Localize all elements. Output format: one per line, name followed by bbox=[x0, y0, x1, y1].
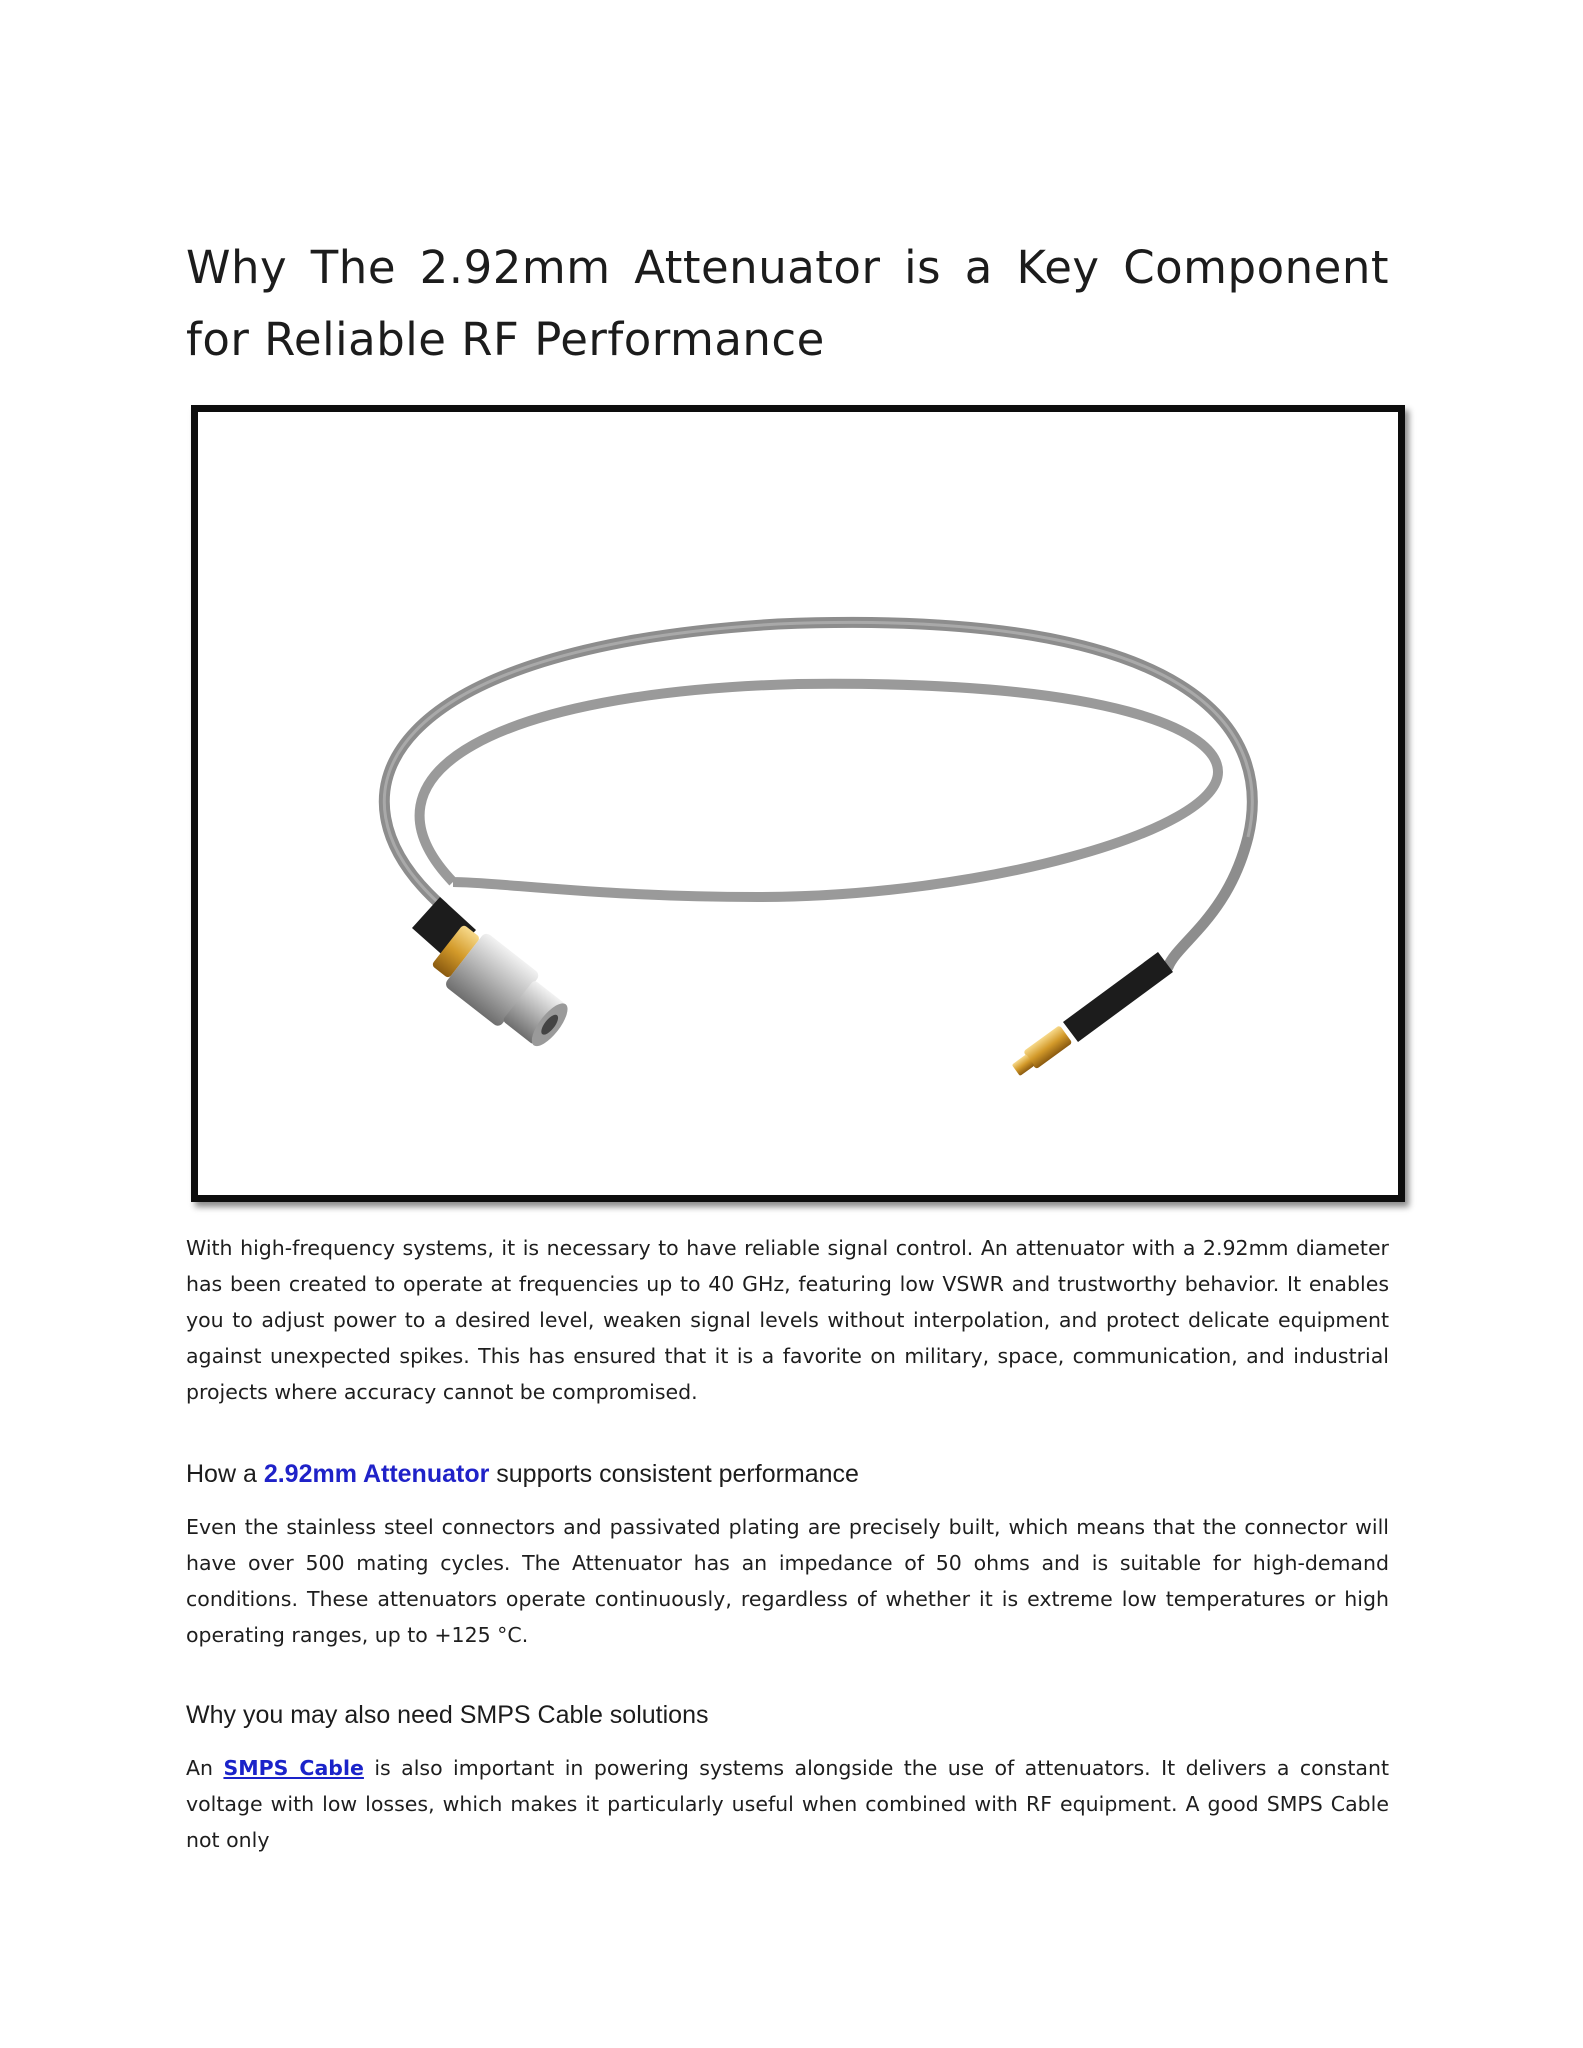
cable-assembly-image bbox=[198, 412, 1398, 1195]
heading-keyword-attenuator: 2.92mm Attenuator bbox=[263, 1460, 490, 1488]
right-heat-shrink bbox=[1063, 952, 1173, 1042]
smps-paragraph-prefix: An bbox=[186, 1756, 224, 1780]
smps-cable-link[interactable]: SMPS Cable bbox=[223, 1756, 364, 1780]
cable-inner-loop bbox=[420, 684, 1218, 897]
intro-paragraph: With high-frequency systems, it is necessary to have reliable signal control. An attenuator with a 2.92mm diameter has been created to operate at frequencies up to 40 GHz, featuring low VSWR and trustworthy behavior. It enables you to adjust power to a desired level, weaken signal levels without interpolation, and protect delicate equipment against unexpected spikes. This has ensured that it is a favorite on military, space, communication, and industrial projects where accuracy cannot be compromised. bbox=[186, 1236, 1389, 1404]
attenuator-paragraph: Even the stainless steel connectors and passivated plating are precisely built, which means that the connector will have over 500 mating cycles. The Attenuator has an impedance of 50 ohms and is suitable for high-demand conditions. These attenuators operate continuously, regardless of whether it is extreme low temperatures or high operating ranges, up to +125 °C. bbox=[186, 1515, 1389, 1647]
smps-paragraph bbox=[186, 1750, 1389, 1858]
section-heading-attenuator bbox=[186, 1458, 859, 1490]
page-title: Why The 2.92mm Attenuator is a Key Component for Reliable RF Performance bbox=[186, 241, 1389, 366]
heading-prefix: How a bbox=[186, 1460, 264, 1488]
product-image-frame bbox=[191, 405, 1405, 1202]
smps-paragraph-body: is also important in powering systems alongside the use of attenuators. It delivers a constant voltage with low losses, which makes it particularly useful when combined with RF equipment. A good SMPS Cable not only bbox=[186, 1756, 1389, 1852]
heading-suffix: supports consistent performance bbox=[489, 1460, 859, 1488]
section-heading-smps: Why you may also need SMPS Cable solutions bbox=[186, 1701, 709, 1729]
cable-loop bbox=[384, 622, 1252, 967]
right-connector bbox=[1009, 1025, 1072, 1079]
